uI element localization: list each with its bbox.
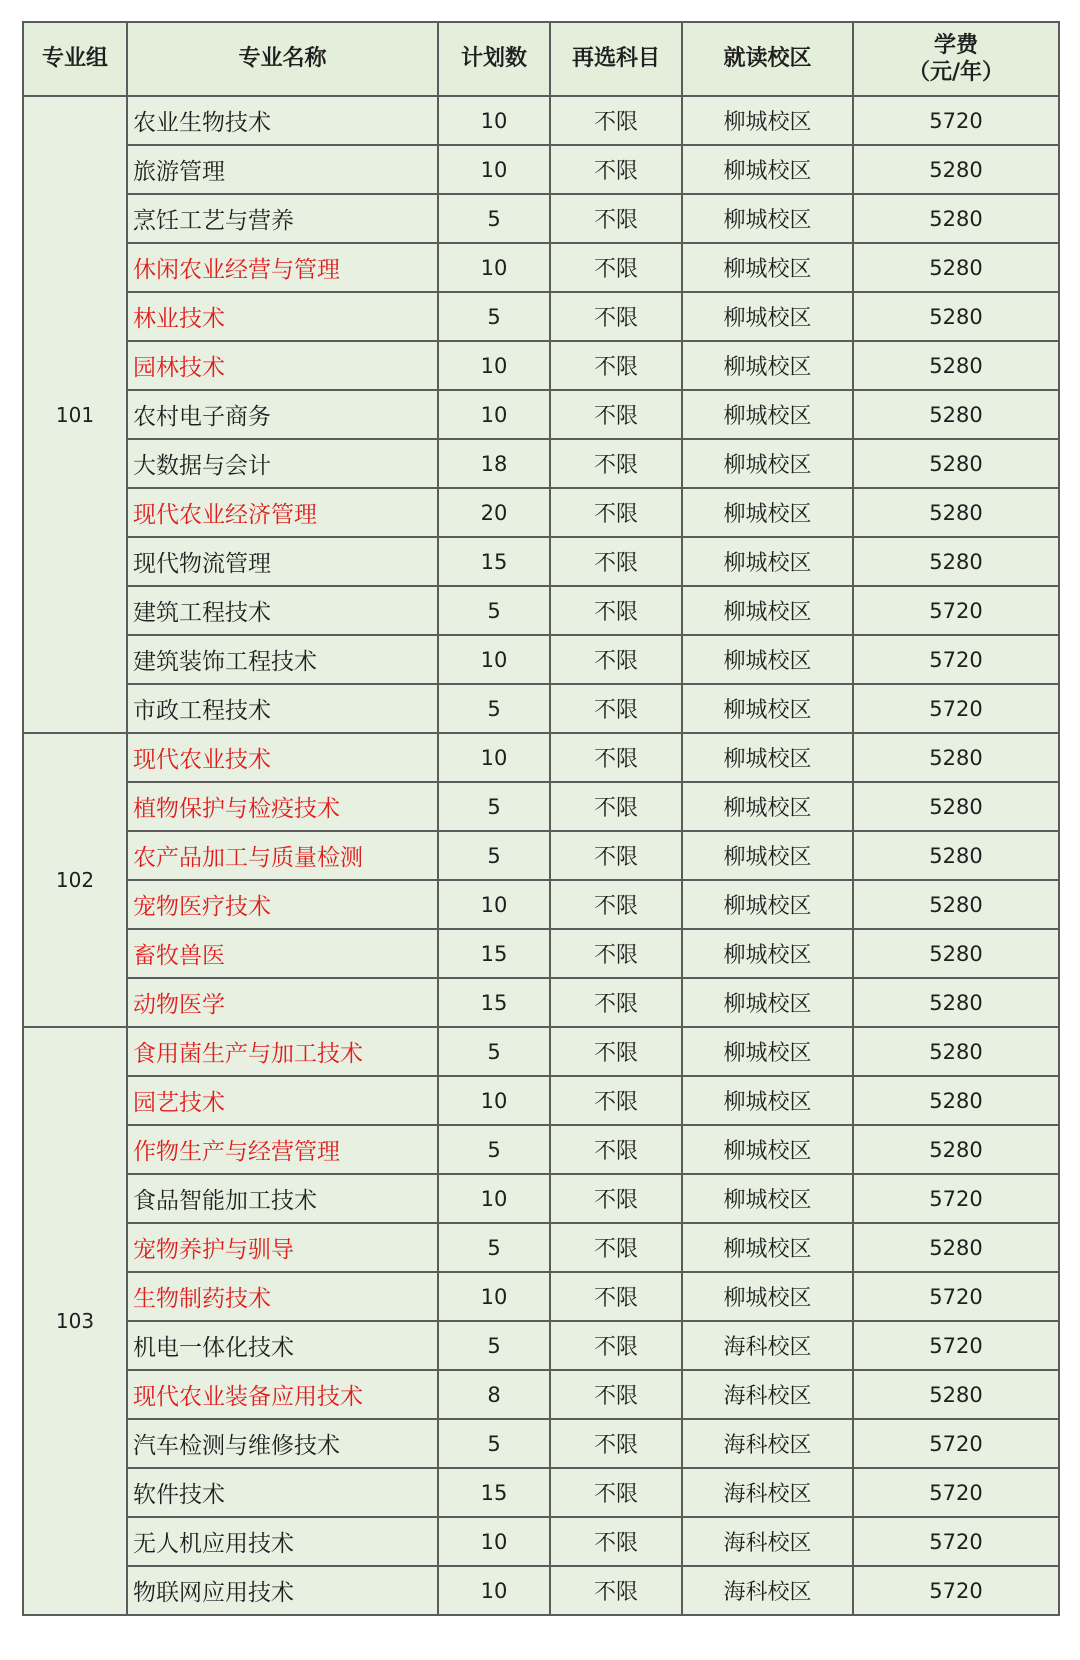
campus-cell: 柳城校区 (682, 1272, 853, 1321)
plan-count-cell: 5 (438, 1223, 550, 1272)
campus-cell: 海科校区 (682, 1419, 853, 1468)
plan-count-cell: 5 (438, 586, 550, 635)
table-row (23, 1517, 1059, 1566)
major-name-cell: 农产品加工与质量检测 (127, 831, 438, 880)
plan-count-cell: 10 (438, 145, 550, 194)
elective-subject-cell: 不限 (550, 978, 682, 1027)
elective-subject-cell: 不限 (550, 1125, 682, 1174)
major-name-cell: 畜牧兽医 (127, 929, 438, 978)
header-tuition (853, 22, 1059, 96)
tuition-cell: 5720 (853, 1272, 1059, 1321)
major-name-cell: 生物制药技术 (127, 1272, 438, 1321)
plan-count-cell: 5 (438, 1419, 550, 1468)
plan-count-cell: 5 (438, 1125, 550, 1174)
table-row (23, 243, 1059, 292)
elective-subject-cell: 不限 (550, 1272, 682, 1321)
table-row (23, 635, 1059, 684)
major-name-cell: 无人机应用技术 (127, 1517, 438, 1566)
elective-subject-cell: 不限 (550, 929, 682, 978)
table-row (23, 978, 1059, 1027)
elective-subject-cell: 不限 (550, 1223, 682, 1272)
table-row (23, 880, 1059, 929)
campus-cell: 柳城校区 (682, 684, 853, 733)
plan-count-cell: 10 (438, 341, 550, 390)
tuition-cell: 5280 (853, 292, 1059, 341)
elective-subject-cell: 不限 (550, 831, 682, 880)
group-code-cell: 101 (23, 96, 127, 733)
campus-cell: 柳城校区 (682, 733, 853, 782)
table-row (23, 341, 1059, 390)
tuition-cell: 5280 (853, 488, 1059, 537)
major-name-cell: 动物医学 (127, 978, 438, 1027)
campus-cell: 柳城校区 (682, 1076, 853, 1125)
plan-count-cell: 5 (438, 1027, 550, 1076)
major-name-cell: 植物保护与检疫技术 (127, 782, 438, 831)
table-row (23, 194, 1059, 243)
campus-cell: 柳城校区 (682, 635, 853, 684)
plan-count-cell: 10 (438, 96, 550, 145)
tuition-cell: 5280 (853, 733, 1059, 782)
table-row (23, 1125, 1059, 1174)
table-row (23, 1027, 1059, 1076)
table-row (23, 1321, 1059, 1370)
header-tuition-label: 学费 (933, 32, 978, 58)
tuition-cell: 5280 (853, 1076, 1059, 1125)
major-name-cell: 汽车检测与维修技术 (127, 1419, 438, 1468)
tuition-cell: 5280 (853, 1370, 1059, 1419)
major-name-cell: 现代农业装备应用技术 (127, 1370, 438, 1419)
major-name-cell: 大数据与会计 (127, 439, 438, 488)
tuition-cell: 5720 (853, 684, 1059, 733)
elective-subject-cell: 不限 (550, 1027, 682, 1076)
tuition-cell: 5720 (853, 1174, 1059, 1223)
plan-count-cell: 10 (438, 635, 550, 684)
elective-subject-cell: 不限 (550, 782, 682, 831)
plan-count-cell: 10 (438, 1272, 550, 1321)
campus-cell: 柳城校区 (682, 292, 853, 341)
tuition-cell: 5280 (853, 1223, 1059, 1272)
table-row (23, 1566, 1059, 1615)
tuition-cell: 5280 (853, 978, 1059, 1027)
header-row (23, 22, 1059, 96)
tuition-cell: 5280 (853, 929, 1059, 978)
table-row (23, 782, 1059, 831)
tuition-cell: 5280 (853, 831, 1059, 880)
tuition-cell: 5720 (853, 1517, 1059, 1566)
plan-count-cell: 10 (438, 1076, 550, 1125)
campus-cell: 柳城校区 (682, 439, 853, 488)
elective-subject-cell: 不限 (550, 586, 682, 635)
major-name-cell: 现代物流管理 (127, 537, 438, 586)
header-major-name: 专业名称 (127, 22, 438, 96)
tuition-cell: 5280 (853, 439, 1059, 488)
plan-count-cell: 15 (438, 929, 550, 978)
elective-subject-cell: 不限 (550, 1370, 682, 1419)
campus-cell: 柳城校区 (682, 194, 853, 243)
header-elective-subject: 再选科目 (550, 22, 682, 96)
campus-cell: 柳城校区 (682, 537, 853, 586)
major-name-cell: 宠物养护与驯导 (127, 1223, 438, 1272)
major-name-cell: 食用菌生产与加工技术 (127, 1027, 438, 1076)
plan-count-cell: 5 (438, 684, 550, 733)
campus-cell: 海科校区 (682, 1566, 853, 1615)
elective-subject-cell: 不限 (550, 1174, 682, 1223)
tuition-cell: 5280 (853, 390, 1059, 439)
tuition-cell: 5280 (853, 341, 1059, 390)
header-tuition-unit: （元/年） (907, 60, 1005, 85)
campus-cell: 柳城校区 (682, 243, 853, 292)
major-name-cell: 园林技术 (127, 341, 438, 390)
table-row (23, 537, 1059, 586)
elective-subject-cell: 不限 (550, 1566, 682, 1615)
campus-cell: 柳城校区 (682, 96, 853, 145)
plan-count-cell: 5 (438, 831, 550, 880)
table-row (23, 488, 1059, 537)
major-name-cell: 烹饪工艺与营养 (127, 194, 438, 243)
tuition-cell: 5280 (853, 782, 1059, 831)
table-row (23, 439, 1059, 488)
plan-count-cell: 5 (438, 782, 550, 831)
campus-cell: 柳城校区 (682, 782, 853, 831)
group-code-cell: 102 (23, 733, 127, 1027)
table-row (23, 1076, 1059, 1125)
plan-count-cell: 5 (438, 194, 550, 243)
elective-subject-cell: 不限 (550, 390, 682, 439)
plan-count-cell: 5 (438, 292, 550, 341)
elective-subject-cell: 不限 (550, 733, 682, 782)
tuition-cell: 5720 (853, 1419, 1059, 1468)
elective-subject-cell: 不限 (550, 684, 682, 733)
major-name-cell: 物联网应用技术 (127, 1566, 438, 1615)
plan-count-cell: 10 (438, 243, 550, 292)
campus-cell: 柳城校区 (682, 831, 853, 880)
plan-count-cell: 15 (438, 978, 550, 1027)
tuition-cell: 5280 (853, 243, 1059, 292)
campus-cell: 柳城校区 (682, 1174, 853, 1223)
major-name-cell: 休闲农业经营与管理 (127, 243, 438, 292)
campus-cell: 柳城校区 (682, 1027, 853, 1076)
header-group: 专业组 (23, 22, 127, 96)
tuition-cell: 5280 (853, 537, 1059, 586)
tuition-cell: 5720 (853, 1566, 1059, 1615)
campus-cell: 海科校区 (682, 1370, 853, 1419)
campus-cell: 柳城校区 (682, 1125, 853, 1174)
elective-subject-cell: 不限 (550, 243, 682, 292)
campus-cell: 柳城校区 (682, 978, 853, 1027)
table-row (23, 684, 1059, 733)
elective-subject-cell: 不限 (550, 439, 682, 488)
elective-subject-cell: 不限 (550, 1517, 682, 1566)
tuition-cell: 5280 (853, 194, 1059, 243)
plan-count-cell: 8 (438, 1370, 550, 1419)
campus-cell: 柳城校区 (682, 145, 853, 194)
elective-subject-cell: 不限 (550, 1419, 682, 1468)
major-name-cell: 软件技术 (127, 1468, 438, 1517)
elective-subject-cell: 不限 (550, 341, 682, 390)
plan-count-cell: 10 (438, 1517, 550, 1566)
campus-cell: 柳城校区 (682, 1223, 853, 1272)
major-name-cell: 农业生物技术 (127, 96, 438, 145)
elective-subject-cell: 不限 (550, 488, 682, 537)
campus-cell: 柳城校区 (682, 390, 853, 439)
plan-count-cell: 18 (438, 439, 550, 488)
group-code-cell: 103 (23, 1027, 127, 1615)
major-name-cell: 食品智能加工技术 (127, 1174, 438, 1223)
table-row (23, 1419, 1059, 1468)
campus-cell: 柳城校区 (682, 929, 853, 978)
major-name-cell: 建筑装饰工程技术 (127, 635, 438, 684)
table-row (23, 831, 1059, 880)
table-row (23, 96, 1059, 145)
elective-subject-cell: 不限 (550, 635, 682, 684)
major-name-cell: 现代农业经济管理 (127, 488, 438, 537)
enrollment-plan-table (22, 21, 1060, 1616)
table-row (23, 390, 1059, 439)
campus-cell: 柳城校区 (682, 488, 853, 537)
major-name-cell: 作物生产与经营管理 (127, 1125, 438, 1174)
table-row (23, 1370, 1059, 1419)
elective-subject-cell: 不限 (550, 145, 682, 194)
tuition-cell: 5720 (853, 635, 1059, 684)
tuition-cell: 5720 (853, 586, 1059, 635)
campus-cell: 柳城校区 (682, 880, 853, 929)
elective-subject-cell: 不限 (550, 880, 682, 929)
elective-subject-cell: 不限 (550, 1468, 682, 1517)
major-name-cell: 现代农业技术 (127, 733, 438, 782)
table-row (23, 586, 1059, 635)
table-row (23, 1468, 1059, 1517)
tuition-cell: 5720 (853, 96, 1059, 145)
table-row (23, 145, 1059, 194)
elective-subject-cell: 不限 (550, 96, 682, 145)
plan-count-cell: 10 (438, 390, 550, 439)
table-row (23, 1174, 1059, 1223)
campus-cell: 柳城校区 (682, 586, 853, 635)
plan-count-cell: 10 (438, 880, 550, 929)
table-row (23, 733, 1059, 782)
elective-subject-cell: 不限 (550, 292, 682, 341)
major-name-cell: 农村电子商务 (127, 390, 438, 439)
elective-subject-cell: 不限 (550, 194, 682, 243)
major-name-cell: 机电一体化技术 (127, 1321, 438, 1370)
tuition-cell: 5280 (853, 880, 1059, 929)
major-name-cell: 旅游管理 (127, 145, 438, 194)
plan-count-cell: 15 (438, 537, 550, 586)
header-campus: 就读校区 (682, 22, 853, 96)
tuition-cell: 5280 (853, 145, 1059, 194)
plan-count-cell: 10 (438, 1566, 550, 1615)
elective-subject-cell: 不限 (550, 537, 682, 586)
table-body (23, 96, 1059, 1615)
plan-count-cell: 15 (438, 1468, 550, 1517)
campus-cell: 海科校区 (682, 1321, 853, 1370)
plan-count-cell: 5 (438, 1321, 550, 1370)
header-plan-count: 计划数 (438, 22, 550, 96)
tuition-cell: 5720 (853, 1321, 1059, 1370)
elective-subject-cell: 不限 (550, 1076, 682, 1125)
table-row (23, 292, 1059, 341)
table-row (23, 1272, 1059, 1321)
major-name-cell: 建筑工程技术 (127, 586, 438, 635)
major-name-cell: 林业技术 (127, 292, 438, 341)
elective-subject-cell: 不限 (550, 1321, 682, 1370)
campus-cell: 海科校区 (682, 1468, 853, 1517)
major-name-cell: 宠物医疗技术 (127, 880, 438, 929)
major-name-cell: 市政工程技术 (127, 684, 438, 733)
tuition-cell: 5280 (853, 1027, 1059, 1076)
table-row (23, 1223, 1059, 1272)
plan-count-cell: 10 (438, 733, 550, 782)
tuition-cell: 5280 (853, 1125, 1059, 1174)
tuition-cell: 5720 (853, 1468, 1059, 1517)
major-name-cell: 园艺技术 (127, 1076, 438, 1125)
campus-cell: 海科校区 (682, 1517, 853, 1566)
plan-count-cell: 10 (438, 1174, 550, 1223)
plan-count-cell: 20 (438, 488, 550, 537)
campus-cell: 柳城校区 (682, 341, 853, 390)
table-row (23, 929, 1059, 978)
